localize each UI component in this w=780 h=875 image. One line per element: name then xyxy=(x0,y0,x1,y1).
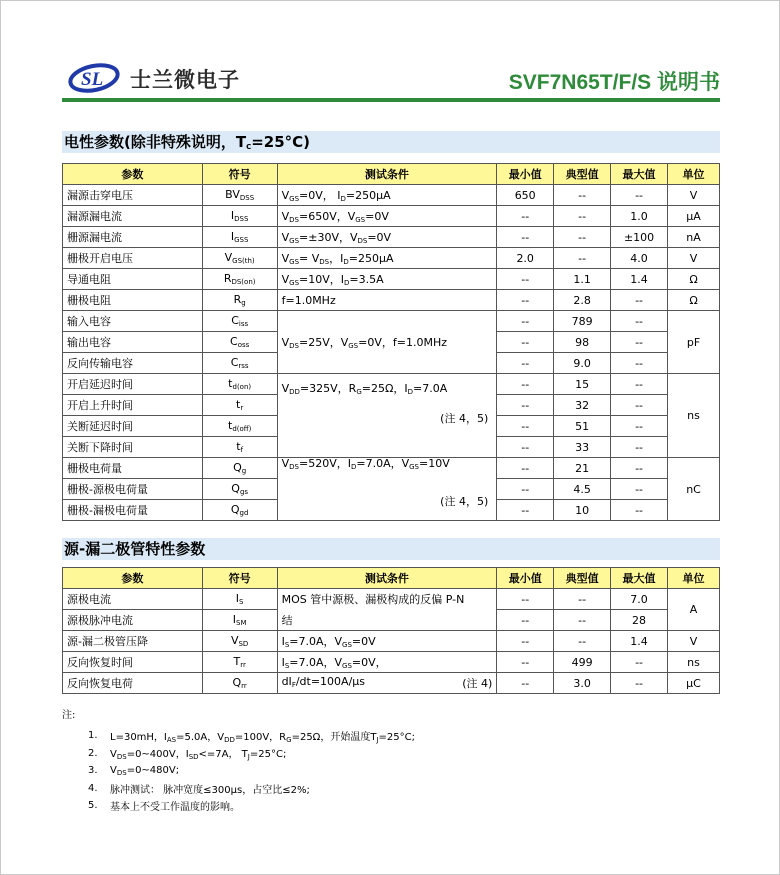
symbol-cell: $Q_{gs}$ xyxy=(202,479,277,500)
min-cell: -- xyxy=(497,437,554,458)
condition-cell: $V_{GS}=10V$，$I_D=3.5A$ xyxy=(277,269,497,290)
symbol-cell: $C_{iss}$ xyxy=(202,311,277,332)
min-cell: -- xyxy=(497,311,554,332)
param-cell: 栅极电阻 xyxy=(63,290,203,311)
note-number: 5. xyxy=(88,800,98,812)
symbol-cell: $R_{DS(on)}$ xyxy=(202,269,277,290)
header-rule xyxy=(62,98,720,102)
typ-cell: 4.5 xyxy=(554,479,611,500)
typ-cell: -- xyxy=(554,248,611,269)
typ-cell: 9.0 xyxy=(554,353,611,374)
param-cell: 漏源击穿电压 xyxy=(63,185,203,206)
param-cell: 反向传输电容 xyxy=(63,353,203,374)
unit-cell: V xyxy=(668,631,720,652)
condition-cell: $V_{DS}=650V$，$V_{GS}=0V$ xyxy=(277,206,497,227)
min-cell: 650 xyxy=(497,185,554,206)
unit-cell: ns xyxy=(668,652,720,673)
table-row xyxy=(63,185,720,206)
max-cell: -- xyxy=(611,311,668,332)
table-row xyxy=(63,458,720,479)
symbol-cell: $I_{DSS}$ xyxy=(202,206,277,227)
typ-cell: -- xyxy=(554,631,611,652)
min-cell: -- xyxy=(497,395,554,416)
table-header-row xyxy=(63,568,720,589)
notes-title: 注: xyxy=(62,710,76,721)
condition-cell: $I_S=7.0A$，$V_{GS}=0V$ xyxy=(277,631,497,652)
unit-cell: A xyxy=(668,589,720,631)
document-header xyxy=(62,60,720,100)
table-row xyxy=(63,374,720,395)
table-row xyxy=(63,652,720,673)
min-cell: -- xyxy=(497,673,554,694)
typ-cell: 499 xyxy=(554,652,611,673)
param-cell: 栅源漏电流 xyxy=(63,227,203,248)
note-item xyxy=(62,762,415,780)
note-item xyxy=(62,745,415,763)
min-cell: -- xyxy=(497,353,554,374)
max-cell: 1.4 xyxy=(611,631,668,652)
symbol-cell: $I_S$ xyxy=(202,589,277,610)
unit-cell: μA xyxy=(668,206,720,227)
symbol-cell: $R_g$ xyxy=(202,290,277,311)
min-cell: -- xyxy=(497,458,554,479)
company-name: 士兰微电子 xyxy=(130,68,240,92)
typ-cell: 789 xyxy=(554,311,611,332)
typ-cell: -- xyxy=(554,589,611,610)
max-cell: -- xyxy=(611,395,668,416)
min-cell: -- xyxy=(497,290,554,311)
note-text: $V_{DS}=0\sim 400V$，$I_{SD}<=7A$， $T_J=25^\circ C$; xyxy=(110,749,287,762)
symbol-cell: $V_{SD}$ xyxy=(202,631,277,652)
unit-cell: pF xyxy=(668,311,720,374)
note-text: $V_{DS}=0\sim 480V$; xyxy=(110,764,180,777)
max-cell: 7.0 xyxy=(611,589,668,610)
condition-cell: $V_{DD}=325V$，$R_G=25\Omega$，$I_D=7.0A$ (注 4，5) xyxy=(277,374,497,458)
param-cell: 反向恢复时间 xyxy=(63,652,203,673)
min-cell: -- xyxy=(497,500,554,521)
max-cell: 1.0 xyxy=(611,206,668,227)
symbol-cell: $t_r$ xyxy=(202,395,277,416)
table-row xyxy=(63,290,720,311)
max-cell: 4.0 xyxy=(611,248,668,269)
header-cell: 最大值 xyxy=(611,164,668,185)
header-cell: 测试条件 xyxy=(277,164,497,185)
min-cell: -- xyxy=(497,227,554,248)
param-cell: 关断延迟时间 xyxy=(63,416,203,437)
electrical-table xyxy=(62,163,720,521)
symbol-cell: $V_{GS(th)}$ xyxy=(202,248,277,269)
param-cell: 源极电流 xyxy=(63,589,203,610)
unit-cell: ns xyxy=(668,374,720,458)
max-cell: -- xyxy=(611,416,668,437)
note-number: 3. xyxy=(88,765,98,777)
param-cell: 漏源漏电流 xyxy=(63,206,203,227)
table-row xyxy=(63,610,720,631)
note-item xyxy=(62,727,415,745)
unit-cell: nC xyxy=(668,458,720,521)
condition-cell: $V_{DS}=25V$，$V_{GS}=0V$，f=1.0MHz xyxy=(277,311,497,374)
param-cell: 导通电阻 xyxy=(63,269,203,290)
typ-cell: 32 xyxy=(554,395,611,416)
typ-cell: 51 xyxy=(554,416,611,437)
max-cell: -- xyxy=(611,458,668,479)
header-cell: 典型值 xyxy=(554,568,611,589)
max-cell: -- xyxy=(611,673,668,694)
symbol-cell: $t_{d(on)}$ xyxy=(202,374,277,395)
param-cell: 关断下降时间 xyxy=(63,437,203,458)
symbol-cell: $Q_{rr}$ xyxy=(202,673,277,694)
unit-cell: Ω xyxy=(668,290,720,311)
symbol-cell: $Q_{gd}$ xyxy=(202,500,277,521)
min-cell: -- xyxy=(497,374,554,395)
section-title-diode: 源-漏二极管特性参数 xyxy=(62,538,720,560)
typ-cell: -- xyxy=(554,227,611,248)
condition-cell: $V_{GS}= V_{DS}$，$I_D=250\mu A$ xyxy=(277,248,497,269)
max-cell: 1.4 xyxy=(611,269,668,290)
param-cell: 开启上升时间 xyxy=(63,395,203,416)
min-cell: -- xyxy=(497,589,554,610)
header-cell: 符号 xyxy=(202,568,277,589)
typ-cell: 2.8 xyxy=(554,290,611,311)
note-text: 脉冲测试： 脉冲宽度≤300μs，占空比≤2%; xyxy=(110,784,310,796)
notes xyxy=(62,706,415,815)
doc-title: SVF7N65T/F/S 说明书 xyxy=(508,71,720,94)
header-cell: 参数 xyxy=(63,164,203,185)
typ-cell: 15 xyxy=(554,374,611,395)
unit-cell: V xyxy=(668,248,720,269)
symbol-cell: $T_{rr}$ xyxy=(202,652,277,673)
note-item xyxy=(62,797,415,815)
param-cell: 栅极-源极电荷量 xyxy=(63,479,203,500)
max-cell: -- xyxy=(611,652,668,673)
max-cell: ±100 xyxy=(611,227,668,248)
unit-cell: V xyxy=(668,185,720,206)
max-cell: -- xyxy=(611,290,668,311)
header-cell: 测试条件 xyxy=(277,568,497,589)
typ-cell: 33 xyxy=(554,437,611,458)
table-header-row xyxy=(63,164,720,185)
note-number: 4. xyxy=(88,782,98,794)
diode-table xyxy=(62,567,720,694)
max-cell: -- xyxy=(611,479,668,500)
max-cell: -- xyxy=(611,332,668,353)
symbol-cell: $Q_g$ xyxy=(202,458,277,479)
param-cell: 栅极-漏极电荷量 xyxy=(63,500,203,521)
note-number: 1. xyxy=(88,730,98,742)
unit-cell: μC xyxy=(668,673,720,694)
typ-cell: 21 xyxy=(554,458,611,479)
condition-cell: MOS 管中源极、漏极构成的反偏 P-N xyxy=(277,589,497,610)
min-cell: -- xyxy=(497,610,554,631)
typ-cell: 98 xyxy=(554,332,611,353)
min-cell: -- xyxy=(497,269,554,290)
table-row xyxy=(63,673,720,694)
header-cell: 典型值 xyxy=(554,164,611,185)
symbol-cell: $BV_{DSS}$ xyxy=(202,185,277,206)
header-cell: 最小值 xyxy=(497,568,554,589)
header-cell: 最小值 xyxy=(497,164,554,185)
typ-cell: 3.0 xyxy=(554,673,611,694)
header-cell: 最大值 xyxy=(611,568,668,589)
max-cell: -- xyxy=(611,374,668,395)
symbol-cell: $I_{GSS}$ xyxy=(202,227,277,248)
max-cell: -- xyxy=(611,437,668,458)
min-cell: -- xyxy=(497,652,554,673)
silan-logo-icon xyxy=(68,63,124,93)
header-cell: 符号 xyxy=(202,164,277,185)
symbol-cell: $t_{d(off)}$ xyxy=(202,416,277,437)
typ-cell: -- xyxy=(554,206,611,227)
symbol-cell: $t_f$ xyxy=(202,437,277,458)
max-cell: 28 xyxy=(611,610,668,631)
min-cell: -- xyxy=(497,206,554,227)
note-number: 2. xyxy=(88,747,98,759)
table-row xyxy=(63,206,720,227)
condition-cell: $V_{DS}=520V$，$I_D=7.0A$，$V_{GS}=10V$ (注 4，5) xyxy=(277,458,497,521)
param-cell: 栅极开启电压 xyxy=(63,248,203,269)
min-cell: -- xyxy=(497,416,554,437)
table-row xyxy=(63,227,720,248)
param-cell: 源-漏二极管压降 xyxy=(63,631,203,652)
param-cell: 输入电容 xyxy=(63,311,203,332)
condition-cell: $V_{GS}=0V$， $I_D=250\mu A$ xyxy=(277,185,497,206)
param-cell: 开启延迟时间 xyxy=(63,374,203,395)
min-cell: -- xyxy=(497,332,554,353)
typ-cell: 10 xyxy=(554,500,611,521)
table-row xyxy=(63,311,720,332)
typ-cell: -- xyxy=(554,185,611,206)
param-cell: 源极脉冲电流 xyxy=(63,610,203,631)
table-row xyxy=(63,248,720,269)
section-title-electrical: 电性参数(除非特殊说明，$T_C=25^\circ C$) xyxy=(62,131,720,153)
symbol-cell: $C_{oss}$ xyxy=(202,332,277,353)
min-cell: 2.0 xyxy=(497,248,554,269)
param-cell: 输出电容 xyxy=(63,332,203,353)
min-cell: -- xyxy=(497,479,554,500)
param-cell: 反向恢复电荷 xyxy=(63,673,203,694)
max-cell: -- xyxy=(611,500,668,521)
condition-cell: f=1.0MHz xyxy=(277,290,497,311)
unit-cell: Ω xyxy=(668,269,720,290)
param-cell: 栅极电荷量 xyxy=(63,458,203,479)
table-row xyxy=(63,269,720,290)
typ-cell: -- xyxy=(554,610,611,631)
condition-cell: $V_{GS}=\pm 30V$，$V_{DS}=0V$ xyxy=(277,227,497,248)
header-cell: 参数 xyxy=(63,568,203,589)
note-text: L=30mH，$I_{AS}=5.0A$，$V_{DD}=100V$，$R_G=25\Omega$，开始温度$T_J=25^\circ C$; xyxy=(110,731,415,744)
header-cell: 单位 xyxy=(668,164,720,185)
max-cell: -- xyxy=(611,353,668,374)
note-text: 基本上不受工作温度的影响。 xyxy=(110,802,240,814)
table-row xyxy=(63,631,720,652)
typ-cell: 1.1 xyxy=(554,269,611,290)
symbol-cell: $C_{rss}$ xyxy=(202,353,277,374)
unit-cell: nA xyxy=(668,227,720,248)
svg-text:SL: SL xyxy=(81,69,104,90)
symbol-cell: $I_{SM}$ xyxy=(202,610,277,631)
max-cell: -- xyxy=(611,185,668,206)
table-row xyxy=(63,589,720,610)
condition-cell: $I_S=7.0A$，$V_{GS}=0V$， xyxy=(277,652,497,673)
header-cell: 单位 xyxy=(668,568,720,589)
condition-cell: $dI_F/dt=100A/\mu s$ (注 4) xyxy=(277,673,497,694)
condition-cell: 结 xyxy=(277,610,497,631)
note-item xyxy=(62,780,415,798)
min-cell: -- xyxy=(497,631,554,652)
